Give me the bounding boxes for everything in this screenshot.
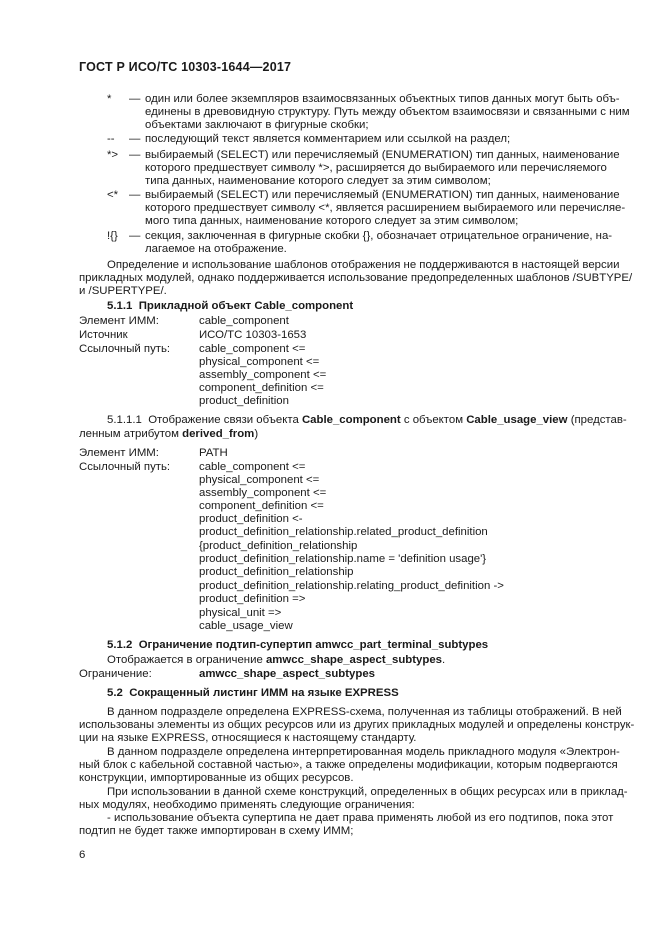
mapping-value: ИСО/ТС 10303-1653 — [199, 329, 307, 341]
symbol-desc-line: секция, заключенная в фигурные скобки {}, обозначает отрицательное ограничение, на- — [145, 230, 613, 242]
paragraph-line: В данном подразделе определена EXPRESS-схема, полученная из таблицы отображений. В ней — [107, 706, 622, 718]
symbol-desc-line: выбираемый (SELECT) или перечисляемый (ENUMERATION) тип данных, наименование — [145, 149, 620, 161]
reference-path-line: product_definition <- — [199, 513, 303, 525]
paragraph-line: ный блок с кабельной составной частью», а также определены модификации, которым подвергаются — [79, 759, 618, 771]
constraint-name: amwcc_shape_aspect_subtypes — [265, 654, 442, 666]
reference-path-line: {product_definition_relationship — [199, 540, 358, 552]
section-number: 5.2 — [107, 687, 123, 699]
symbol-desc-line: последующий текст является комментарием или ссылкой на раздел; — [145, 133, 511, 145]
constraint-text: Отображается в ограничение — [107, 654, 263, 666]
symbol-desc-line: которого предшествует символу <*, является расширением выбираемого или перечисляе- — [145, 202, 626, 214]
entity-name: Cable_usage_view — [466, 414, 568, 426]
paragraph-line: Определение и использование шаблонов отображения не поддерживаются в настоящей версии — [107, 259, 620, 271]
mapping-label: Элемент ИММ: — [79, 315, 159, 327]
symbol-desc-line: единены в древовидную структуру. Путь между объектом взаимосвязи и связанными с ним — [145, 106, 630, 118]
reference-path-line: product_definition => — [199, 593, 306, 605]
symbol-asterisk: * — [107, 93, 112, 105]
paragraph-line: В данном подразделе определена интерпретированная модель прикладного модуля «Электрон- — [107, 746, 620, 758]
paragraph-line: конструкции, импортированные из общих ресурсов. — [79, 772, 354, 784]
reference-path-line: physical_component <= — [199, 356, 320, 368]
reference-path-line: product_definition — [199, 395, 289, 407]
symbol-dash: — — [129, 189, 141, 201]
entity-name: Cable_component — [301, 414, 401, 426]
section-number: 5.1.2 — [107, 639, 133, 651]
section-number: 5.1.1.1 — [107, 414, 142, 426]
reference-path-line: physical_unit => — [199, 607, 282, 619]
reference-path-line: cable_usage_view — [199, 620, 293, 632]
symbol-desc-line: лагаемое на отображение. — [145, 243, 287, 255]
mapping-label: Ссылочный путь: — [79, 461, 171, 473]
paragraph-line: подтип не будет также импортирован в схему ИММ; — [79, 825, 354, 837]
intro-text: с объектом — [403, 414, 464, 426]
mapping-label: Источник — [79, 329, 128, 341]
symbol-desc-line: мого типа данных, наименование которого следует за этим символом; — [145, 215, 519, 227]
reference-path-line: component_definition <= — [199, 500, 324, 512]
section-heading-5-2 — [107, 687, 399, 700]
subsection-intro-cont — [79, 428, 258, 441]
symbol-dash: — — [129, 230, 141, 242]
symbol-desc-line: один или более экземпляров взаимосвязанных объектных типов данных могут быть объ- — [145, 93, 620, 105]
reference-path-line: product_definition_relationship.related_product_definition — [199, 526, 488, 538]
symbol-dash: — — [129, 93, 141, 105]
reference-path-line: product_definition_relationship — [199, 566, 354, 578]
page-header-standard: ГОСТ Р ИСО/ТС 10303-1644—2017 — [79, 60, 292, 74]
mapping-value: cable_component — [199, 315, 289, 327]
intro-text: ) — [254, 428, 259, 440]
reference-path-line: product_definition_relationship.relating_product_definition -> — [199, 580, 504, 592]
paragraph-line: ных модулях, необходимо применять следующие ограничения: — [79, 799, 415, 811]
reference-path-line: component_definition <= — [199, 382, 324, 394]
paragraph-line: - использование объекта супертипа не дает права применять любой из его подтипов, пока этот — [107, 812, 614, 824]
reference-path-line: product_definition_relationship.name = 'definition usage'} — [199, 553, 487, 565]
mapping-value: PATH — [199, 447, 228, 459]
attribute-name: derived_from — [182, 428, 255, 440]
symbol-desc-line: типа данных, наименование которого следует за этим символом; — [145, 175, 491, 187]
symbol-negation: !{} — [107, 230, 118, 242]
mapping-value: cable_component <= — [199, 461, 306, 473]
mapping-label: Ограничение: — [79, 668, 152, 680]
reference-path-line: assembly_component <= — [199, 369, 327, 381]
mapping-value: cable_component <= — [199, 343, 306, 355]
reference-path-line: assembly_component <= — [199, 487, 327, 499]
symbol-dash: — — [129, 133, 141, 145]
page-number: 6 — [79, 849, 86, 861]
paragraph-line: ции на языке EXPRESS, относящиеся к настоящему стандарту. — [79, 732, 417, 744]
section-number: 5.1.1 — [107, 300, 133, 312]
symbol-desc-line: которого предшествует символу *>, расширяется до выбираемого или перечисляемого — [145, 162, 607, 174]
intro-text: Отображение связи объекта — [148, 414, 299, 426]
reference-path-line: physical_component <= — [199, 474, 320, 486]
paragraph-line: использованы элементы из общих ресурсов или из других прикладных модулей и определены конструк- — [79, 719, 635, 731]
symbol-extends: *> — [107, 149, 119, 161]
symbol-dash: — — [129, 149, 141, 161]
paragraph-line: При использовании в данной схеме конструкций, определенных в общих ресурсах или в приклад- — [107, 786, 628, 798]
intro-text: ленным атрибутом — [79, 428, 179, 440]
section-heading-5-1-2 — [107, 639, 488, 652]
symbol-extension: <* — [107, 189, 119, 201]
mapping-label: Элемент ИММ: — [79, 447, 159, 459]
mapping-value: amwcc_shape_aspect_subtypes — [199, 668, 376, 680]
section-heading-5-1-1 — [107, 300, 353, 313]
section-title: Ограничение подтип-супертип amwcc_part_terminal_subtypes — [138, 639, 489, 651]
constraint-line: Отображается в ограничение amwcc_shape_aspect_subtypes. — [107, 654, 446, 666]
paragraph-line: и /SUPERTYPE/. — [79, 285, 167, 297]
section-title: Прикладной объект Cable_component — [138, 300, 354, 312]
symbol-desc-line: объектами заключают в фигурные скобки; — [145, 119, 369, 131]
section-title: Сокращенный листинг ИММ на языке EXPRESS — [129, 687, 399, 699]
intro-text: (представ- — [570, 414, 627, 426]
subsection-intro — [107, 414, 627, 427]
symbol-comment: -- — [107, 133, 115, 145]
mapping-label: Ссылочный путь: — [79, 343, 171, 355]
symbol-desc-line: выбираемый (SELECT) или перечисляемый (ENUMERATION) тип данных, наименование — [145, 189, 620, 201]
paragraph-line: прикладных модулей, однако поддерживается использование предопределенных шаблонов /SUBTYPE/ — [79, 272, 633, 284]
